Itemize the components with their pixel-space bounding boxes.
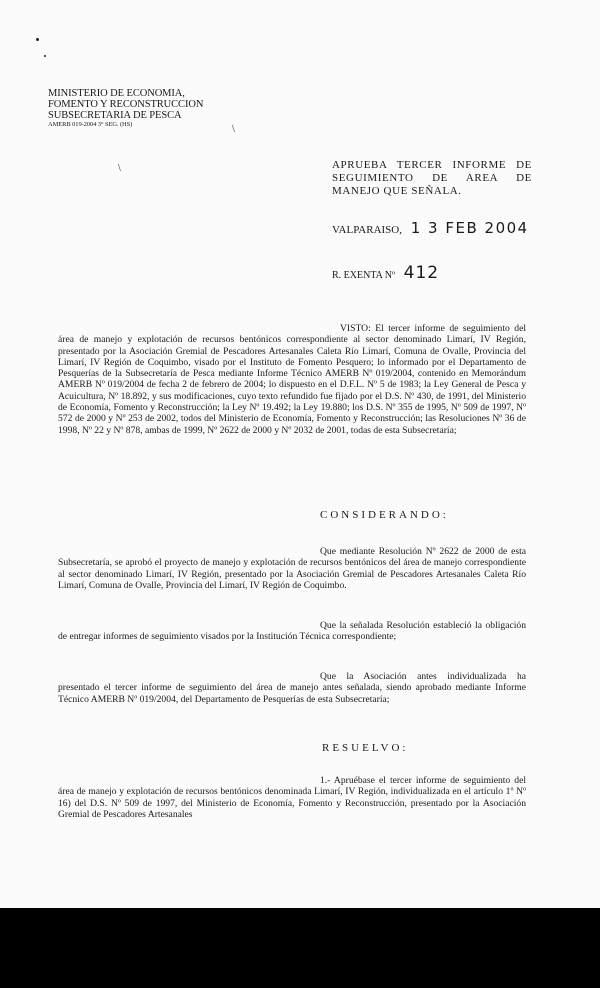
scan-speck xyxy=(44,55,46,57)
document-title: APRUEBA TERCER INFORME DE SEGUIMIENTO DE AREA DE MANEJO QUE SEÑALA. xyxy=(332,159,532,197)
ministry-header xyxy=(48,88,248,129)
header-line-ministry: MINISTERIO DE ECONOMIA, xyxy=(48,88,185,99)
scan-bottom-border xyxy=(0,908,600,988)
header-line-fomento: FOMENTO Y RECONSTRUCCION xyxy=(48,99,204,110)
considerando-heading: CONSIDERANDO: xyxy=(320,509,449,521)
visto-lead: VISTO: xyxy=(340,323,371,334)
margin-mark: \ xyxy=(118,163,121,174)
resuelvo-paragraph-1 xyxy=(58,775,526,820)
resolution-number: 412 xyxy=(403,263,440,283)
visto-text: El tercer informe de seguimiento del área de manejo y explotación de recursos bentónicos correspondiente al sector denominado Limarí, IV Región, presentado por la Asociación Gremial de Pescadores Artesanales Caleta Río Limarí, Comuna de Ovalle, Provincia del Limarí, IV Región de Coquimbo, visado por el Instituto de Fomento Pesquero; lo informado por el Departamento de Pesquerías de la Subsecretaría de Pesca mediante Informe Técnico AMERB Nº 019/2004, contenido en Memorándum AMERB Nº 019/2004 de fecha 2 de febrero de 2004; lo dispuesto en el D.F.L. Nº 5 de 1983; la Ley General de Pesca y Acuicultura, Nº 18.892, y sus modificaciones, cuyo texto refundido fue fijado por el D.S. Nº 430, de 1991, del Ministerio de Economía, Fomento y Reconstrucción; la Ley Nº 19.492; la Ley 19.880; los D.S. Nº 355 de 1995, Nº 509 de 1997, Nº 572 de 2000 y Nº 253 de 2002, todos del Ministerio de Economía, Fomento y Reconstrucción; las Resoluciones Nº 36 de 1998, Nº 22 y Nº 878, ambas de 1999, Nº 2622 de 2000 y Nº 2032 de 2001, todas de esta Subsecretaría; xyxy=(58,323,527,436)
resuelvo-heading: RESUELVO: xyxy=(322,742,409,754)
resuelvo-text-1: 1.- Apruébase el tercer informe de seguimiento del área de manejo y explotación de recursos bentónicos denominada Limarí, IV Región, individualizada en el artículo 1º Nº 16) del D.S. Nº 509 de 1997, del Ministerio de Economía, Fomento y Reconstrucción, presentado por la Asociación Gremial de Pescadores Artesanales xyxy=(58,775,526,820)
resolution-number-line xyxy=(332,263,439,283)
considerando-text-3: Que la Asociación antes individualizada ha presentado el tercer informe de seguimiento del área de manejo antes señalada, siendo aprobado mediante Informe Técnico AMERB Nº 019/2004, del Departamento de Pesquerías de esta Subsecretaría; xyxy=(58,671,526,705)
date-place: VALPARAISO, xyxy=(332,224,402,236)
considerando-text-1: Que mediante Resolución Nº 2622 de 2000 de esta Subsecretaría, se aprobó el proyecto de manejo y explotación de recursos bentónicos del área de manejo correspondiente al sector denominado Limarí, IV Región, presentado por la Asociación Gremial de Pescadores Artesanales Caleta Río Limarí, Comuna de Ovalle, Provincia del Limarí, IV Región de Coquimbo. xyxy=(58,546,526,591)
visto-paragraph xyxy=(58,323,526,436)
date-line xyxy=(332,219,529,237)
header-line-subsecretaria: SUBSECRETARIA DE PESCA xyxy=(48,110,182,121)
margin-mark: \ xyxy=(232,124,235,135)
header-line-reference: AMERB 019-2004 3° SEG. (HS) xyxy=(48,121,133,128)
date-stamp: 1 3 FEB 2004 xyxy=(410,219,529,237)
considerando-paragraph-2 xyxy=(58,620,526,643)
considerando-text-2: Que la señalada Resolución estableció la obligación de entregar informes de seguimiento visados por la Institución Técnica correspondiente; xyxy=(58,620,526,643)
resolution-label: R. EXENTA Nº xyxy=(332,270,396,281)
scan-speck xyxy=(36,38,39,41)
considerando-paragraph-3 xyxy=(58,671,526,705)
considerando-paragraph-1 xyxy=(58,546,526,591)
